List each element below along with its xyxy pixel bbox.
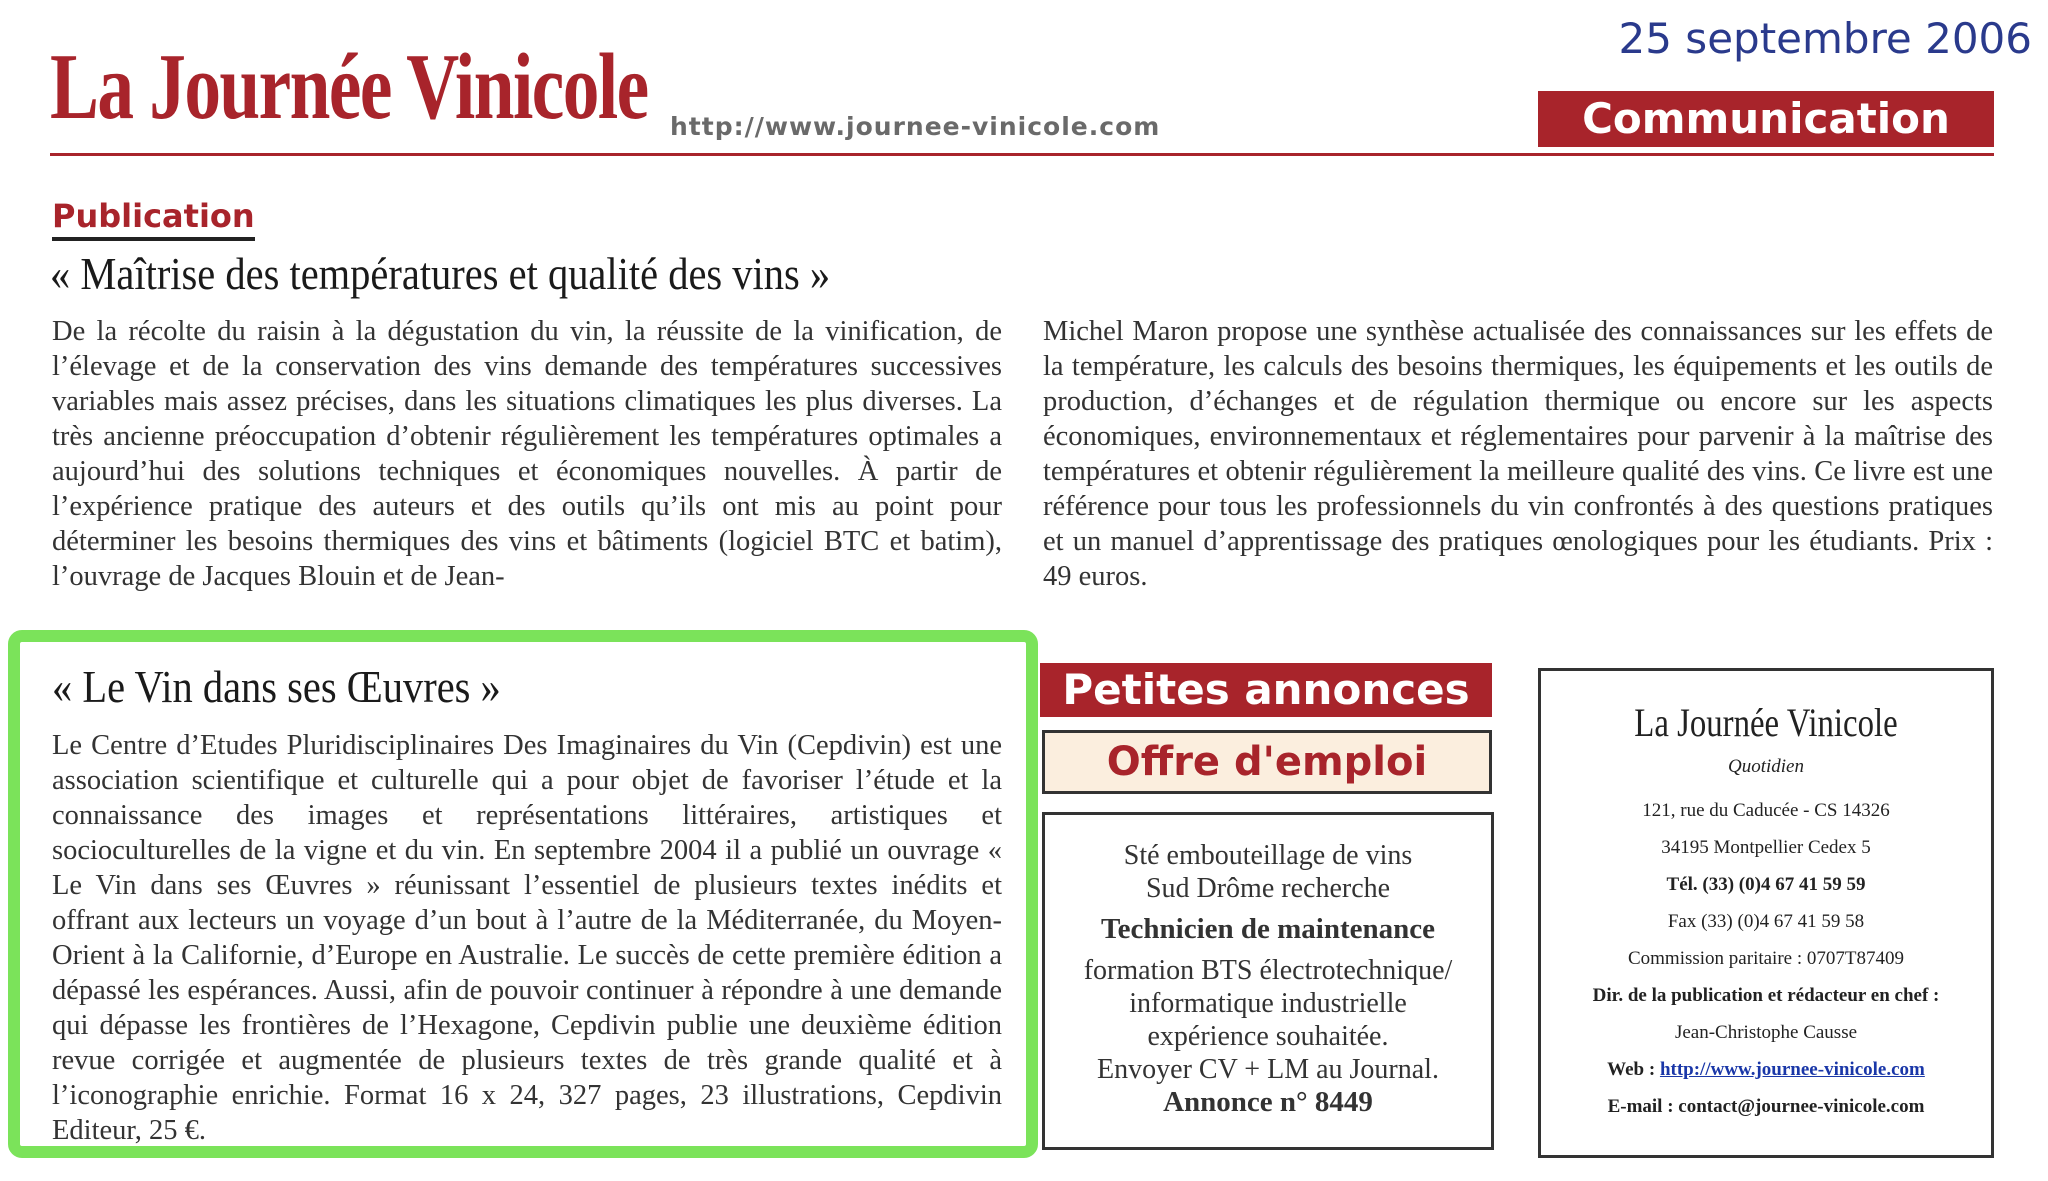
ad-line: Envoyer CV + LM au Journal. <box>1097 1054 1439 1085</box>
ad-line: Sud Drôme recherche <box>1145 873 1391 904</box>
masthead-fax: Fax (33) (0)4 67 41 59 58 <box>1667 911 1865 932</box>
masthead-web-link[interactable]: http://www.journee-vinicole.com <box>1659 1059 1925 1080</box>
masthead-web <box>1541 1051 1991 1088</box>
masthead-tel: Tél. (33) (0)4 67 41 59 59 <box>1666 874 1866 895</box>
ad-line: formation BTS électrotechnique/ <box>1083 955 1453 986</box>
issue-date: 25 septembre 2006 <box>1618 14 2032 63</box>
job-offer-banner: Offre d'emploi <box>1042 730 1492 794</box>
classifieds-banner: Petites annonces <box>1040 663 1492 717</box>
masthead-box <box>1538 668 1994 1158</box>
masthead-name: La Journée Vinicole <box>1634 700 1898 745</box>
ad-line: informatique industrielle <box>1129 988 1407 1019</box>
ad-position: Technicien de maintenance <box>1100 913 1436 945</box>
header-rule <box>50 153 1994 156</box>
section-banner: Communication <box>1538 91 1994 147</box>
ad-reference: Annonce n° 8449 <box>1163 1086 1373 1118</box>
masthead-web-label: Web : <box>1607 1059 1656 1080</box>
article2-body: Le Centre d’Etudes Pluridisciplinaires Des Imaginaires du Vin (Cepdivin) est une association scientifique et culturelle qui a pour objet de favoriser l’étude et la connaissance des images et représentations littéraires, artistiques et socioculturelles de la vigne et du vin. En septembre 2004 il a publié un ouvrage « Le Vin dans ses Œuvres » réunissant l’essentiel de plusieurs textes inédits et offrant aux lecteurs un voyage d’un bout à l’autre de la Méditerranée, du Moyen-Orient à la Californie, d’Europe en Australie. Le succès de cette première édition a dépassé les espérances. Aussi, afin de pouvoir continuer à répondre à une demande qui dépasse les frontières de l’Hexagone, Cepdivin publie une deuxième édition revue corrigée et augmentée de plusieurs textes de très grande qualité et à l’iconographie enrichie. Format 16 x 24, 327 pages, 23 illustrations, Cepdivin Editeur, 25 €. <box>52 730 1002 1146</box>
ad-line: expérience souhaitée. <box>1147 1021 1389 1052</box>
article2-title: « Le Vin dans ses Œuvres » <box>52 661 501 712</box>
masthead-subtitle: Quotidien <box>1728 756 1804 777</box>
ad-line: Sté embouteillage de vins <box>1123 840 1413 871</box>
article-column-left: De la récolte du raisin à la dégustation du vin, la réussite de la vinification, de l’élevage et de la conservation des vins demande des températures successives variables mais assez précises, dans les situations climatiques les plus diverses. La très ancienne préoccupation d’obtenir régulièrement les températures optimales a aujourd’hui des solutions techniques et économiques nouvelles. À partir de l’expérience pratique des auteurs et des outils qu’ils ont mis au point pour déterminer les besoins thermiques des vins et bâtiments (logiciel BTC et batim), l’ouvrage de Jacques Blouin et de Jean- <box>52 316 1002 592</box>
article-title: « Maîtrise des températures et qualité des vins » <box>50 248 831 299</box>
article-kicker: Publication <box>52 197 255 241</box>
masthead-address: 121, rue du Caducée - CS 14326 <box>1642 800 1890 821</box>
website-url[interactable]: http://www.journee-vinicole.com <box>670 112 1161 141</box>
masthead-director-label: Dir. de la publication et rédacteur en chef : <box>1592 985 1940 1006</box>
masthead-commission: Commission paritaire : 0707T87409 <box>1627 948 1904 969</box>
masthead-director: Jean-Christophe Causse <box>1674 1022 1858 1043</box>
article-column-right: Michel Maron propose une synthèse actualisée des connaissances sur les effets de la température, les calculs des besoins thermiques, les équipements et les outils de production, d’échanges et de régulation thermique ou encore sur les aspects économiques, environnementaux et réglementaires pour parvenir à la maîtrise des températures et obtenir régulièrement la meilleure qualité des vins. Ce livre est une référence pour tous les professionnels du vin confrontés à des questions pratiques et un manuel d’apprentissage des pratiques œnologiques pour les étudiants. Prix : 49 euros. <box>1043 316 1993 592</box>
newspaper-logo: La Journée Vinicole <box>50 35 648 139</box>
masthead-address: 34195 Montpellier Cedex 5 <box>1661 837 1871 858</box>
job-ad-box <box>1042 812 1494 1150</box>
masthead-email[interactable]: E-mail : contact@journee-vinicole.com <box>1607 1096 1925 1117</box>
